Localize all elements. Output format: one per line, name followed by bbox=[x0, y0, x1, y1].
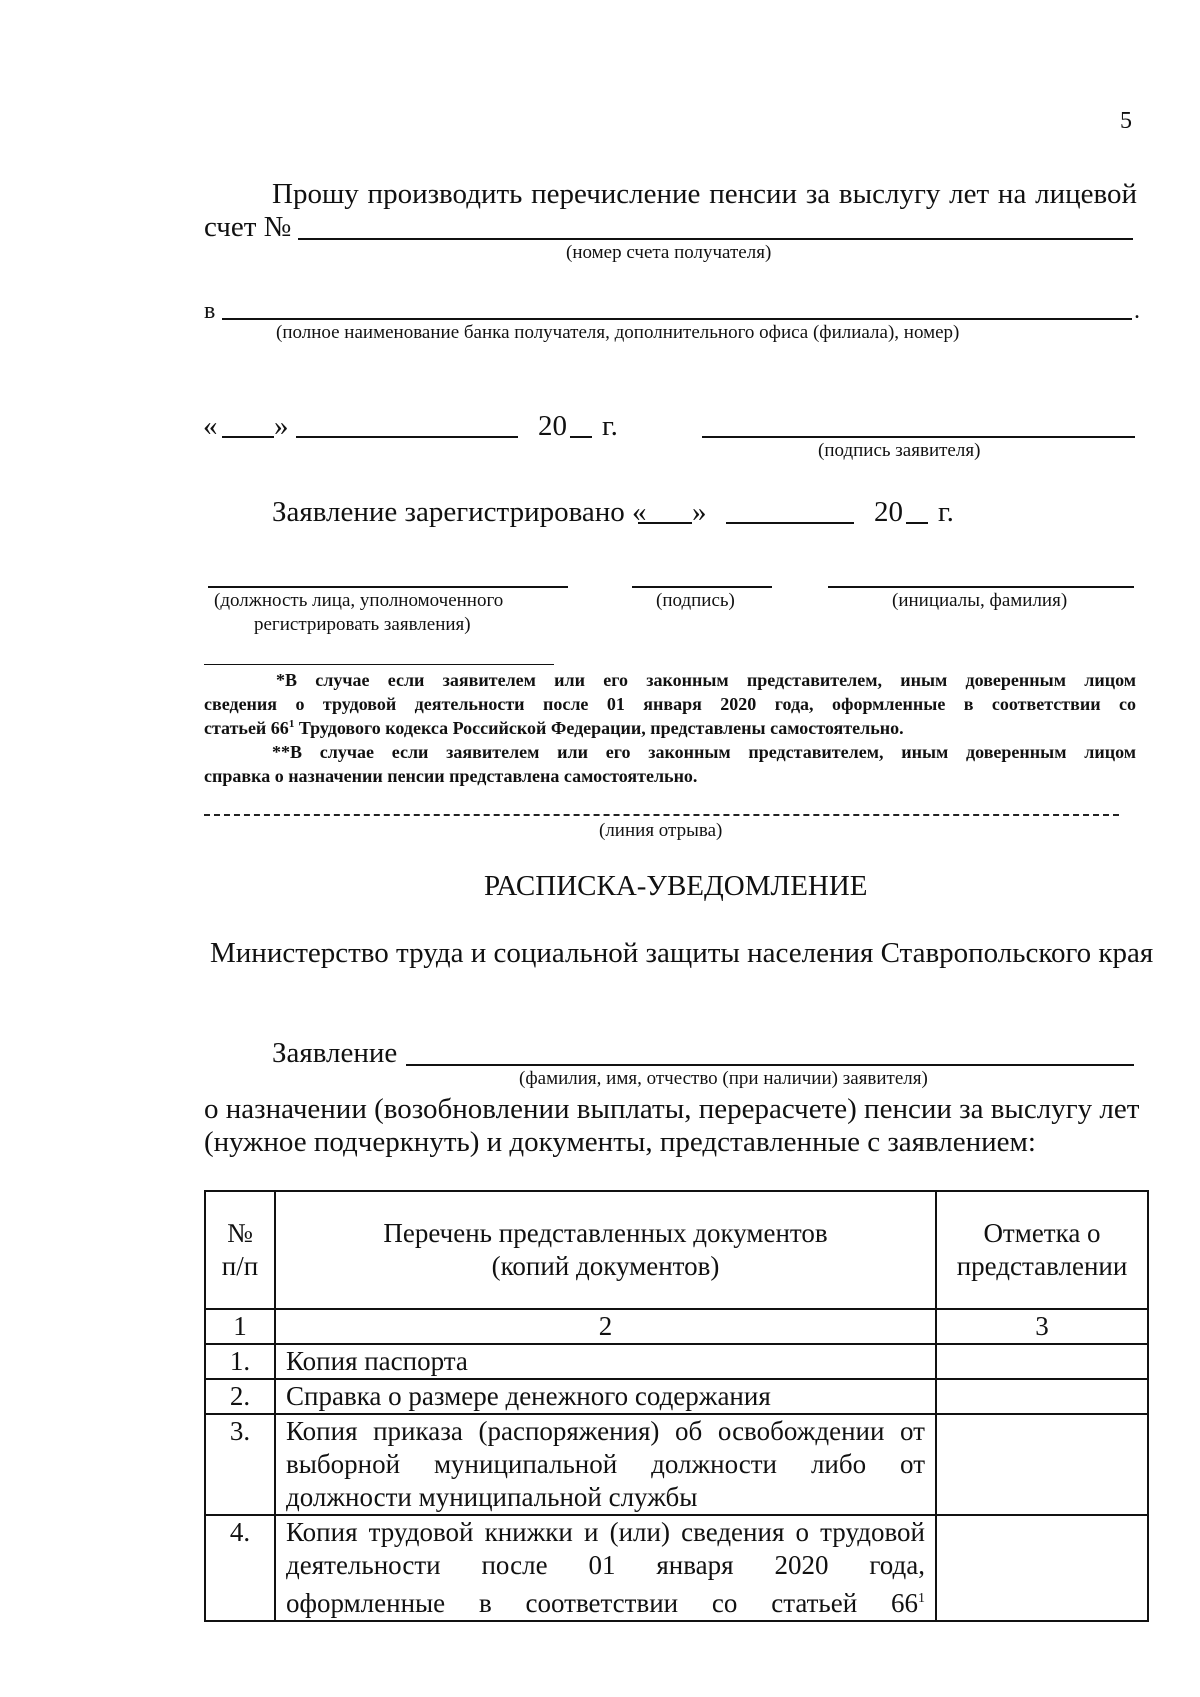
table-row bbox=[205, 1379, 1148, 1414]
column-number-3: 3 bbox=[936, 1309, 1148, 1344]
account-caption: (номер счета получателя) bbox=[566, 242, 772, 263]
header-list-2: (копий документов) bbox=[491, 1251, 720, 1281]
application-label: Заявление bbox=[272, 1037, 398, 1069]
row-mark-cell[interactable] bbox=[936, 1414, 1148, 1515]
tear-line bbox=[204, 814, 1119, 816]
row-document-cell bbox=[275, 1414, 936, 1515]
request-text-line1: Прошу производить перечисление пенсии за выслугу лет на лицевой bbox=[272, 178, 1137, 210]
applicant-signature-field[interactable] bbox=[702, 436, 1135, 438]
row-document-cell bbox=[275, 1344, 936, 1379]
row-mark-cell[interactable] bbox=[936, 1379, 1148, 1414]
table-row bbox=[205, 1515, 1148, 1621]
registrar-position-caption-2: регистрировать заявления) bbox=[254, 614, 471, 635]
account-number-field[interactable] bbox=[298, 238, 1133, 240]
registration-month-field[interactable] bbox=[726, 522, 854, 524]
row-document-line: Справка о размере денежного содержания bbox=[286, 1381, 771, 1411]
row-document-line-text: оформленные в соответствии со статьей 66 bbox=[286, 1588, 918, 1618]
footnote-1-superscript: 1 bbox=[288, 718, 295, 730]
table-row bbox=[205, 1344, 1148, 1379]
registration-close-quote: » bbox=[692, 496, 707, 528]
column-number-2: 2 bbox=[275, 1309, 936, 1344]
receipt-text-line2: (нужное подчеркнуть) и документы, представленные с заявлением: bbox=[204, 1126, 1036, 1158]
date-year-field[interactable] bbox=[570, 436, 592, 438]
header-list-cell bbox=[275, 1191, 936, 1309]
registrar-signature-field[interactable] bbox=[632, 586, 772, 588]
row-document-cell bbox=[275, 1515, 936, 1621]
footnote-1-line-2: сведения о трудовой деятельности после 01 января 2020 года, оформленные в соответствии со bbox=[204, 694, 1136, 714]
row-document-superscript: 1 bbox=[918, 1591, 925, 1606]
date-month-field[interactable] bbox=[296, 436, 518, 438]
table-header-row bbox=[205, 1191, 1148, 1309]
registrar-name-caption: (инициалы, фамилия) bbox=[892, 590, 1068, 611]
date-day-field[interactable] bbox=[222, 436, 274, 438]
footnote-1-line-3 bbox=[204, 718, 904, 739]
registration-year-field[interactable] bbox=[906, 522, 928, 524]
footnote-2-line-1: **В случае если заявителем или его законным представителем, иным доверенным лицом bbox=[272, 742, 1136, 762]
registration-year-prefix: 20 bbox=[874, 496, 903, 528]
row-mark-cell[interactable] bbox=[936, 1515, 1148, 1621]
tear-line-caption: (линия отрыва) bbox=[599, 820, 723, 841]
row-number: 3. bbox=[205, 1414, 275, 1515]
registrar-position-caption-1: (должность лица, уполномоченного bbox=[214, 590, 504, 611]
row-number: 1. bbox=[205, 1344, 275, 1379]
row-document-cell bbox=[275, 1379, 936, 1414]
bank-suffix: . bbox=[1134, 298, 1140, 324]
registration-year-suffix: г. bbox=[938, 496, 954, 528]
footnote-separator bbox=[204, 664, 554, 665]
receipt-title: РАСПИСКА-УВЕДОМЛЕНИЕ bbox=[484, 870, 868, 902]
ministry-name: Министерство труда и социальной защиты населения Ставропольского края bbox=[210, 937, 1154, 969]
row-mark-cell[interactable] bbox=[936, 1344, 1148, 1379]
receipt-text-line1: о назначении (возобновлении выплаты, перерасчете) пенсии за выслугу лет bbox=[204, 1093, 1140, 1125]
header-list-1: Перечень представленных документов bbox=[383, 1218, 828, 1248]
row-document-line: должности муниципальной службы bbox=[286, 1482, 698, 1512]
header-number-2: п/п bbox=[221, 1251, 259, 1281]
row-document-line: деятельности после 01 января 2020 года, bbox=[286, 1550, 925, 1580]
header-number-1: № bbox=[227, 1218, 253, 1248]
bank-caption: (полное наименование банка получателя, дополнительного офиса (филиала), номер) bbox=[276, 322, 960, 343]
date-year-suffix: г. bbox=[602, 410, 618, 442]
column-number-1: 1 bbox=[205, 1309, 275, 1344]
table-row bbox=[205, 1414, 1148, 1515]
footnote-1-line-3-b: Трудового кодекса Российской Федерации, представлены самостоятельно. bbox=[294, 718, 904, 738]
header-mark-1: Отметка о bbox=[983, 1218, 1101, 1248]
row-number: 4. bbox=[205, 1515, 275, 1621]
date-year-prefix: 20 bbox=[538, 410, 567, 442]
row-document-line: Копия паспорта bbox=[286, 1346, 468, 1376]
registration-day-field[interactable] bbox=[638, 522, 692, 524]
registrar-name-field[interactable] bbox=[828, 586, 1134, 588]
registrar-signature-caption: (подпись) bbox=[656, 590, 735, 611]
registrar-position-field[interactable] bbox=[208, 586, 568, 588]
row-document-line: выборной муниципальной должности либо от bbox=[286, 1449, 925, 1479]
row-document-line: Копия трудовой книжки и (или) сведения о трудовой bbox=[286, 1517, 925, 1547]
page-number: 5 bbox=[1120, 108, 1132, 134]
row-document-line: Копия приказа (распоряжения) об освобождении от bbox=[286, 1416, 925, 1446]
footnote-1-line-3-a: статьей 66 bbox=[204, 718, 289, 738]
row-number: 2. bbox=[205, 1379, 275, 1414]
applicant-signature-caption: (подпись заявителя) bbox=[818, 440, 981, 461]
bank-prefix: в bbox=[204, 298, 216, 324]
date-close-quote: » bbox=[274, 410, 289, 442]
date-open-quote: « bbox=[203, 410, 218, 442]
header-mark-2: представлении bbox=[956, 1251, 1128, 1281]
header-number-cell bbox=[205, 1191, 275, 1309]
registration-label: Заявление зарегистрировано « bbox=[272, 496, 647, 528]
footnote-1-line-1: *В случае если заявителем или его законным представителем, иным доверенным лицом bbox=[276, 670, 1136, 690]
row-document-line-last bbox=[286, 1582, 925, 1620]
header-mark-cell bbox=[936, 1191, 1148, 1309]
account-label: счет № bbox=[204, 211, 292, 243]
bank-name-field[interactable] bbox=[222, 318, 1132, 320]
column-numbers-row bbox=[205, 1309, 1148, 1344]
documents-table bbox=[204, 1190, 1149, 1622]
applicant-name-caption: (фамилия, имя, отчество (при наличии) заявителя) bbox=[519, 1068, 928, 1089]
footnote-2-line-2: справка о назначении пенсии представлена самостоятельно. bbox=[204, 766, 698, 786]
applicant-name-field[interactable] bbox=[406, 1064, 1134, 1066]
